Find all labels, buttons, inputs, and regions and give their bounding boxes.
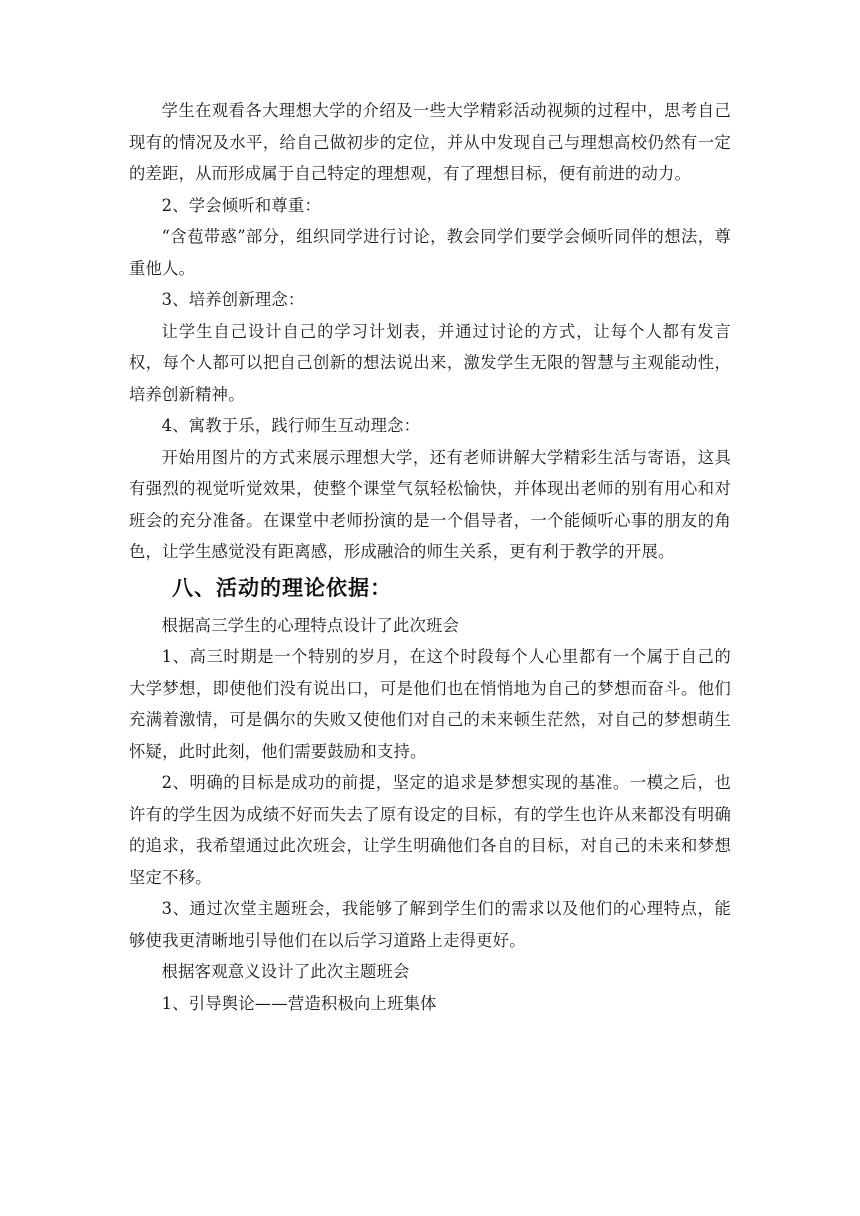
- paragraph-guide-opinion: 1、引导舆论——营造积极向上班集体: [161, 993, 437, 1013]
- document-body: [129, 95, 731, 1019]
- paragraph-senior-year-dream: 1、高三时期是一个特别的岁月，在这个时段每个人心里都有一个属于自己的大学梦想，即使他们没有说出口，可是他们也在悄悄地为自己的梦想而奋斗。他们充满着激情，可是偶尔的失败又使他们对自己的未来顿生茫然，对自己的梦想萌生怀疑，此时此刻，他们需要鼓励和支持。: [129, 647, 731, 761]
- paragraph-classroom-atmosphere: 开始用图片的方式来展示理想大学，还有老师讲解大学精彩生活与寄语，这具有强烈的视觉听觉效果，使整个课堂气氛轻松愉快，并体现出老师的别有用心和对班会的充分准备。在课堂中老师扮演的是一个倡导者，一个能倾听心事的朋友的角色，让学生感觉没有距离感，形成融洽的师生关系，更有利于教学的开展。: [129, 447, 731, 561]
- paragraph-student-needs: 3、通过次堂主题班会，我能够了解到学生们的需求以及他们的心理特点，能够使我更清晰地引导他们在以后学习道路上走得更好。: [129, 899, 731, 950]
- paragraph-objective-meaning: 根据客观意义设计了此次主题班会: [161, 962, 410, 981]
- paragraph-clear-goal: 2、明确的目标是成功的前提，坚定的追求是梦想实现的基准。一模之后，也许有的学生因为成绩不好而失去了原有设定的目标，有的学生也许从来都没有明确的追求，我希望通过此次班会，让学生明确他们各自的目标，对自己的未来和梦想坚定不移。: [129, 773, 731, 887]
- paragraph-study-plan: 让学生自己设计自己的学习计划表，并通过讨论的方式，让每个人都有发言权，每个人都可以把自己创新的想法说出来，激发学生无限的智慧与主观能动性，培养创新精神。: [129, 321, 731, 404]
- subheading-innovation: 3、培养创新理念：: [161, 290, 305, 309]
- subheading-teacher-student-interaction: 4、寓教于乐，践行师生互动理念：: [161, 416, 421, 435]
- subheading-listen-respect: 2、学会倾听和尊重：: [161, 195, 321, 215]
- paragraph-psychology-basis: 根据高三学生的心理特点设计了此次班会: [161, 615, 460, 635]
- paragraph-discussion: “含苞带惑”部分，组织同学进行讨论，教会同学们要学会倾听同伴的想法，尊重他人。: [129, 227, 731, 278]
- section-heading-theory-basis: 八、活动的理论依据：: [172, 575, 392, 600]
- paragraph-goal-positioning: 学生在观看各大理想大学的介绍及一些大学精彩活动视频的过程中，思考自己现有的情况及水平，给自己做初步的定位，并从中发现自己与理想高校仍然有一定的差距，从而形成属于自己特定的理想观，有了理想目标，便有前进的动力。: [129, 101, 731, 183]
